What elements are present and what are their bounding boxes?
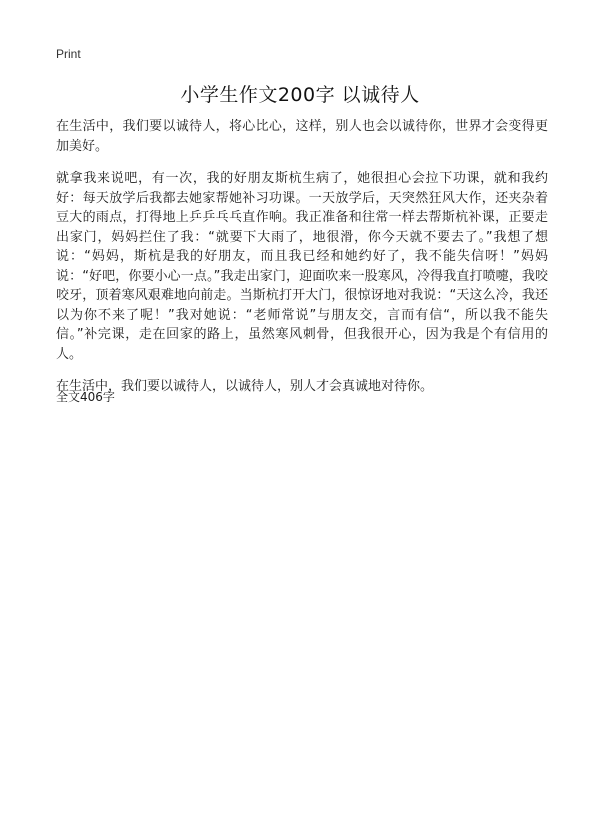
print-link[interactable]: Print <box>56 47 81 61</box>
article-paragraph: 就拿我来说吧，有一次，我的好朋友斯杭生病了，她很担心会拉下功课，就和我约好：每天放学后我都去她家帮她补习功课。一天放学后，天突然狂风大作，还夹杂着豆大的雨点，打得地上乒乒乓乓直作响。我正准备和往常一样去帮斯杭补课，正要走出家门，妈妈拦住了我：“就要下大雨了，地很滑，你今天就不要去了。”我想了想说：“妈妈，斯杭是我的好朋友，而且我已经和她约好了，我不能失信呀！”妈妈说：“好吧，你要小心一点。”我走出家门，迎面吹来一股寒风，冷得我直打喷嚏，我咬咬牙，顶着寒风艰难地向前走。当斯杭打开大门，很惊讶地对我说：“天这么冷，我还以为你不来了呢！”我对她说：“老师常说”与朋友交，言而有信“，所以我不能失信。”补完课，走在回家的路上，虽然寒风刺骨，但我很开心，因为我是个有信用的人。 <box>56 171 548 362</box>
article-paragraph: 在生活中，我们要以诚待人，将心比心，这样，别人也会以诚待你，世界才会变得更加美好。 <box>56 119 548 154</box>
article-body <box>56 117 548 410</box>
word-count: 全文406字 <box>56 390 115 404</box>
article-paragraph: 在生活中，我们要以诚待人，以诚待人，别人才会真诚地对待你。 <box>56 379 434 394</box>
article-title: 小学生作文200字 以诚待人 <box>180 84 420 106</box>
